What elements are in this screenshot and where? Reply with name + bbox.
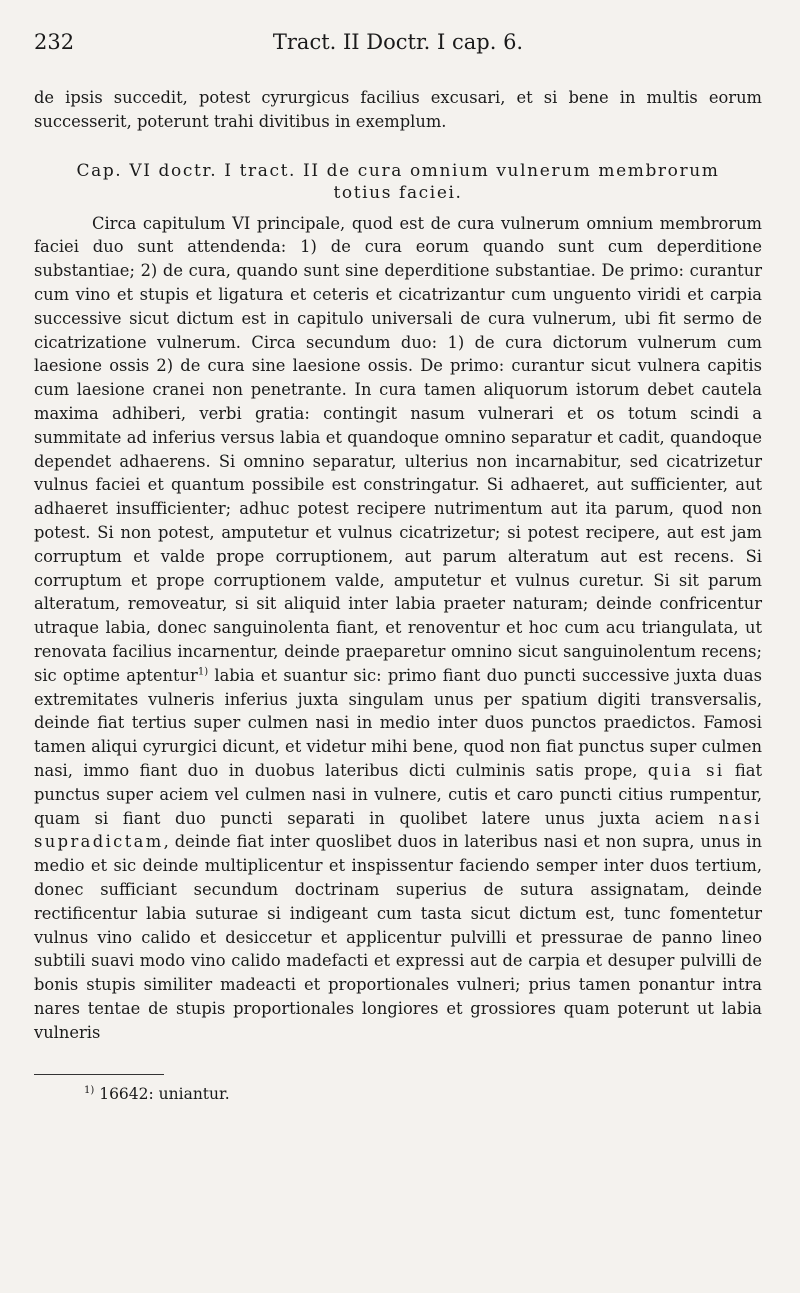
chapter-heading-line2: totius faciei. (333, 182, 463, 203)
body-text-part3: fiat punctus super aciem vel culmen nasi in vulnere, cutis et caro puncti citius rumpentur, quam si fiant duo puncti separati in quolibet latere unus juxta aciem (34, 760, 762, 828)
chapter-heading (34, 160, 762, 204)
intro-paragraph: de ipsis succedit, potest cyrurgicus facilius excusari, et si bene in multis eorum successerit, poterunt trahi divitibus in exemplum. (34, 88, 762, 131)
footnote-text: 16642: uniantur. (99, 1085, 230, 1104)
footnote-marker: 1) (84, 1085, 95, 1097)
body-text-part2: labia et suantur sic: primo fiant duo puncti successive juxta duas extremitates vulneris inferius juxta singulam unus per spatium digiti transversalis, deinde fiat tertius super culmen nasi in medio inter duos punctos praedictos. Famosi tamen aliqui cyrurgici dicunt, et videtur mihi bene, quod non fiat punctus super culmen nasi, immo fiant duo in duobus lateribus dicti culminis satis prope, (34, 665, 762, 780)
body-text-part4: , deinde fiat inter quoslibet duos in lateribus nasi et non supra, unus in medio et sic deinde multiplicentur et inspissentur faciendo semper inter duos tertium, donec sufficiant secundum doctrinam superius de sutura assignatam, deinde rectificentur labia suturae si indigeant cum tasta sicut dictum est, tunc fomentetur vulnus vino calido et desiccetur et applicentur pulvilli et pressurae de panno lineo subtili suavi modo vino calido madefacti et expressi aut de carpia et desuper pulvilli de bonis stupis similiter madeacti et proportionales vulneri; prius tamen ponantur intra nares tentae de stupis proportionales longiores et grossiores quam poterunt ut labia vulneris (34, 832, 762, 1042)
footnote-reference[interactable]: 1) (197, 666, 209, 678)
spaced-emphasis: quia si (647, 760, 725, 780)
spaced-emphasis: nasi supradictam (34, 808, 762, 852)
page-number: 232 (34, 30, 75, 54)
body-text-part1: Circa capitulum VI principale, quod est de cura vulnerum omnium membrorum faciei duo sunt attendenda: 1) de cura eorum quando sunt cum deperditione substantiae; 2) de cura, quando sunt sine deperditione substantiae. De primo: curantur cum vino et stupis et ligatura et ceteris et cicatrizantur cum unguento viridi et carpia successive sicut dictum est in capitulo universali de cura vulnerum, ubi fit sermo de cicatrizatione vulnerum. Circa secundum duo: 1) de cura dictorum vulnerum cum laesione ossis 2) de cura sine laesione ossis. De primo: curantur sicut vulnera capitis cum laesione cranei non penetrante. In cura tamen aliquorum istorum debet cautela maxima adhiberi, verbi gratia: contingit nasum vulnerari et os totum scindi a summitate ad inferius versus labia et quandoque omnino separatur et cadit, quandoque dependet adhaerens. Si omnino separatur, ulterius non incarnabitur, sed cicatrizetur vulnus faciei et quantum possibile est constringatur. Si adhaeret, aut sufficienter, aut adhaeret insufficienter; adhuc potest recipere nutrimentum aut ita parum, quod non potest. Si non potest, amputetur et vulnus cicatrizetur; si potest recipere, aut est jam corruptum et valde prope corruptionem, aut parum alteratum aut est recens. Si corruptum et prope corruptionem valde, amputetur et vulnus curetur. Si sit parum alteratum, removeatur, si sit aliquid inter labia praeter naturam; deinde confricentur utraque labia, donec sanguinolenta fiant, et renoventur et hoc cum acu triangulata, ut renovata facilius incarnentur, deinde praeparetur omnino sicut sanguinolentum recens; sic optime aptentur (34, 213, 762, 685)
page-header (34, 30, 762, 64)
running-title: Tract. II Doctr. I cap. 6. (272, 30, 524, 54)
body-paragraph (34, 212, 762, 1045)
chapter-heading-line1: Cap. VI doctr. I tract. II de cura omnium vulnerum membrorum (76, 160, 720, 181)
footnote-divider (34, 1074, 164, 1075)
footnote (34, 1085, 762, 1103)
page (34, 30, 762, 1103)
